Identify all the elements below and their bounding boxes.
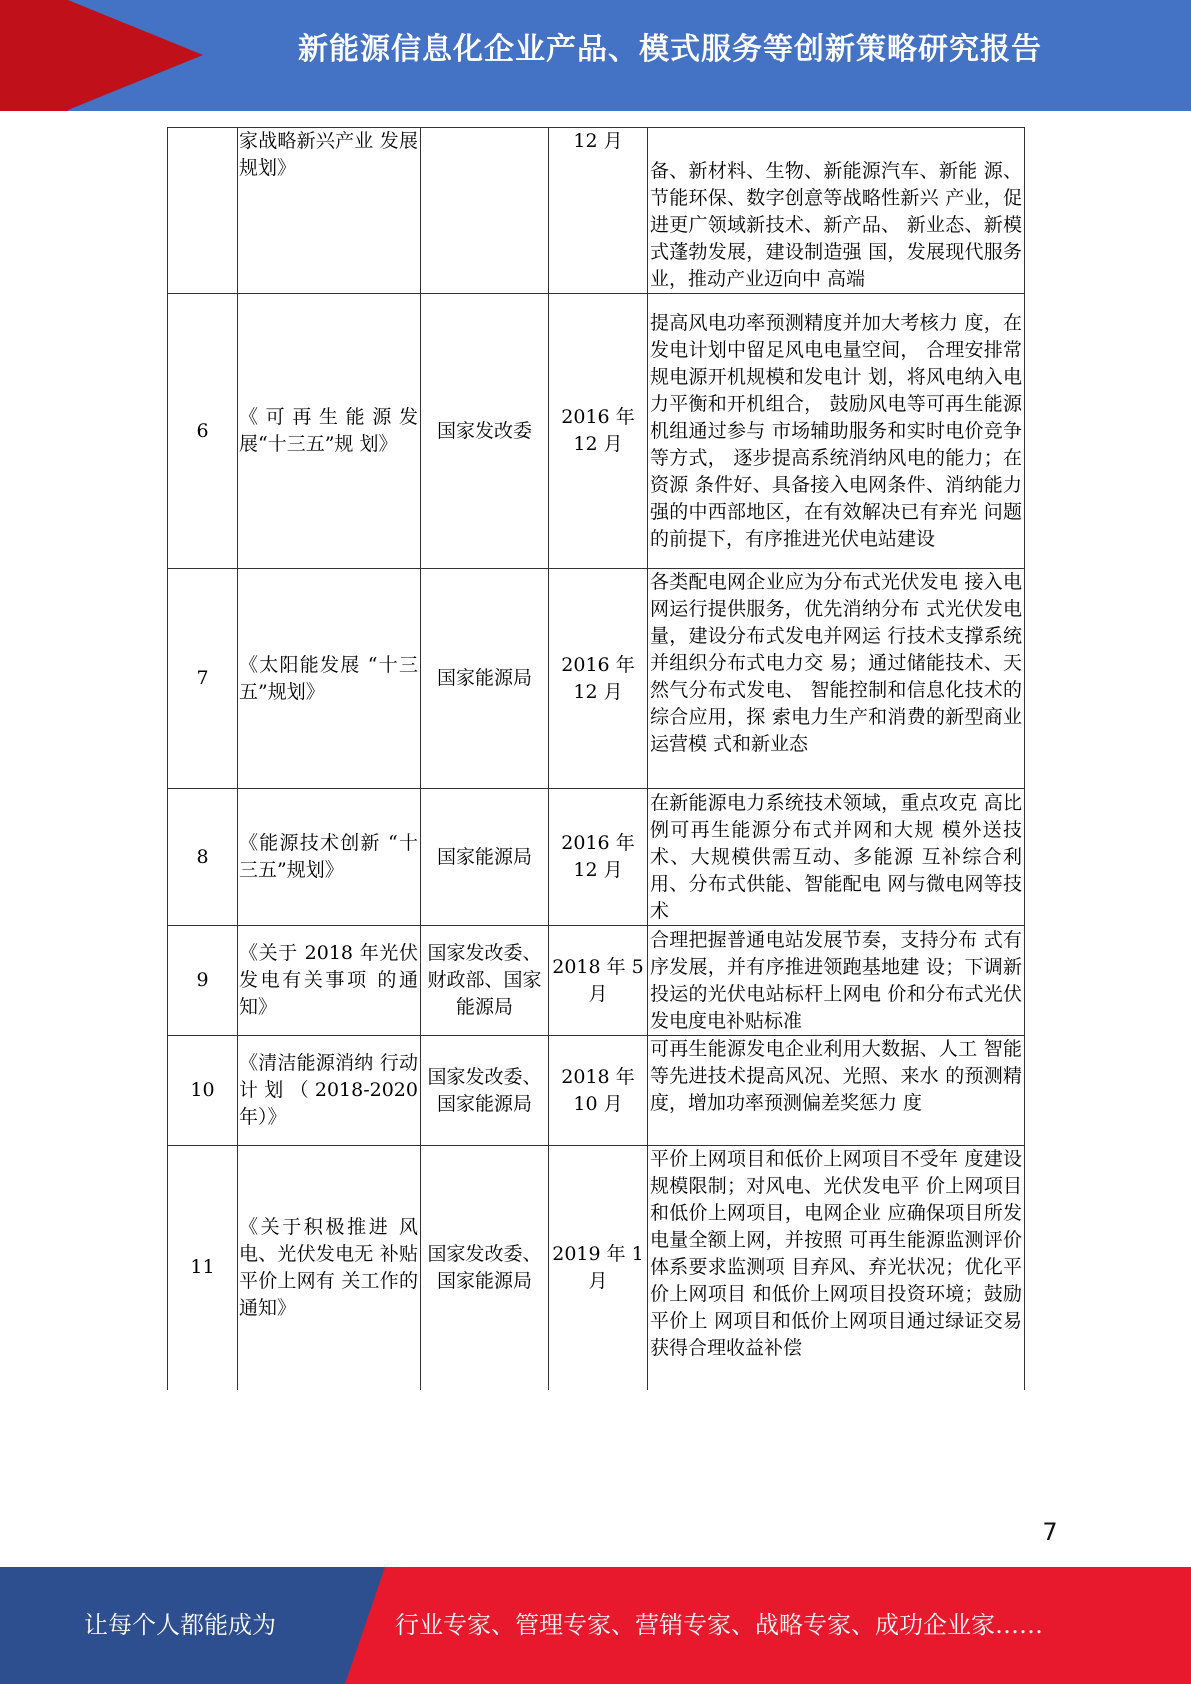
issue-date: 2019 年 1 月 [549,1146,648,1390]
footer-slogan-left-text: 让每个人都能成为 [84,1611,276,1639]
issuing-agency: 国家发改委、财政部、国家能源局 [421,926,549,1036]
row-number: 7 [168,569,238,789]
page-number: 7 [1042,1518,1058,1546]
issuing-agency: 国家发改委 [421,294,549,569]
policy-name: 家战略新兴产业 发展规划》 [238,128,421,294]
issue-date: 2016 年 12 月 [549,789,648,926]
header-red-block [0,0,68,111]
issuing-agency: 国家能源局 [421,569,549,789]
row-number: 10 [168,1036,238,1146]
policy-content: 平价上网项目和低价上网项目不受年 度建设规模限制；对风电、光伏发电平 价上网项目和低价上网项目，电网企业 应确保项目所发电量全额上网，并按照 可再生能源监测评价体系要求监测项 目弃风、弃光状况；优化平价上网项目 和低价上网项目投资环境；鼓励平价上 网项目和低价上网项目通过绿证交易 获得合理收益补偿 [648,1146,1025,1390]
issuing-agency: 国家发改委、国家能源局 [421,1036,549,1146]
row-number: 6 [168,294,238,569]
footer-slogan-right: 行业专家、管理专家、营销专家、战略专家、成功企业家…… [395,1611,1043,1639]
policy-content: 备、新材料、生物、新能源汽车、新能 源、节能环保、数字创意等战略性新兴 产业，促进更广领域新技术、新产品、 新业态、新模式蓬勃发展，建设制造强 国，发展现代服务业，推动产业迈向中 高端 [648,128,1025,294]
issue-date: 2016 年 12 月 [549,294,648,569]
policy-content: 在新能源电力系统技术领域，重点攻克 高比例可再生能源分布式并网和大规 模外送技术、大规模供需互动、多能源 互补综合利用、分布式供能、智能配电 网与微电网等技术 [648,789,1025,926]
issuing-agency: 国家能源局 [421,789,549,926]
policy-content: 提高风电功率预测精度并加大考核力 度，在发电计划中留足风电电量空间， 合理安排常规电源开机规模和发电计 划，将风电纳入电力平衡和开机组合， 鼓励风电等可再生能源机组通过参与 市场辅助服务和实时电价竞争等方式， 逐步提高系统消纳风电的能力；在资源 条件好、具备接入电网条件、消纳能力 强的中西部地区，在有效解决已有弃光 问题的前提下，有序推进光伏电站建设 [648,294,1025,569]
issuing-agency: 国家发改委、国家能源局 [421,1146,549,1390]
table-row [168,128,1025,294]
policy-name: 《关于 2018 年光伏发电有关事项 的通知》 [238,926,421,1036]
issue-date: 2016 年 12 月 [549,569,648,789]
table-row [168,294,1025,569]
row-number [168,128,238,294]
report-title: 新能源信息化企业产品、模式服务等创新策略研究报告 [298,32,1042,67]
row-number: 8 [168,789,238,926]
table-row [168,926,1025,1036]
policy-table [167,127,1025,1390]
policy-content: 可再生能源发电企业利用大数据、人工 智能等先进技术提高风况、光照、来水 的预测精度，增加功率预测偏差奖惩力 度 [648,1036,1025,1146]
row-number: 11 [168,1146,238,1390]
page-footer [0,1567,1191,1684]
table-row [168,789,1025,926]
table-row [168,1146,1025,1390]
issuing-agency [421,128,549,294]
row-number: 9 [168,926,238,1036]
policy-content: 各类配电网企业应为分布式光伏发电 接入电网运行提供服务，优先消纳分布 式光伏发电量，建设分布式发电并网运 行技术支撑系统并组织分布式电力交 易；通过储能技术、天然气分布式发电、 智能控制和信息化技术的综合应用，探 索电力生产和消费的新型商业运营模 式和新业态 [648,569,1025,789]
policy-content: 合理把握普通电站发展节奏，支持分布 式有序发展，并有序推进领跑基地建 设；下调新投运的光伏电站标杆上网电 价和分布式光伏发电度电补贴标准 [648,926,1025,1036]
issue-date: 12 月 [549,128,648,294]
table-row [168,569,1025,789]
policy-name: 《太阳能发展 “十三五”规划》 [238,569,421,789]
issue-date: 2018 年 5 月 [549,926,648,1036]
policy-name: 《清洁能源消纳 行动计划（2018-2020年）》 [238,1036,421,1146]
table-row [168,1036,1025,1146]
page-header [0,0,1191,111]
policy-name: 《关于积极推进 风电、光伏发电无 补贴平价上网有 关工作的通知》 [238,1146,421,1390]
policy-name: 《可再生能源发 展“十三五”规 划》 [238,294,421,569]
policy-name: 《能源技术创新 “十三五”规划》 [238,789,421,926]
issue-date: 2018 年 10 月 [549,1036,648,1146]
